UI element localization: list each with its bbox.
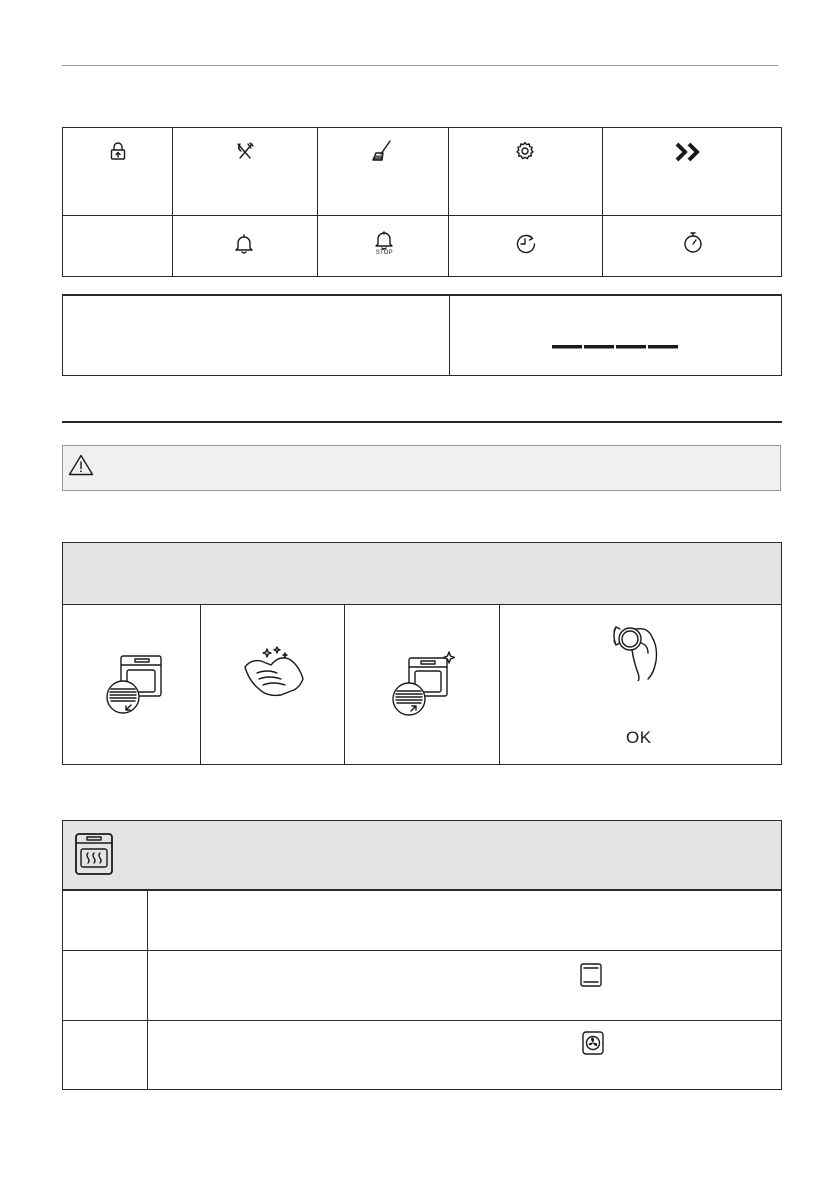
cell-settings <box>448 128 603 216</box>
page-top-rule <box>62 65 778 66</box>
warning-triangle-icon <box>68 454 94 476</box>
oven-function-table <box>62 820 782 1090</box>
clock-arrow-icon <box>515 233 537 255</box>
stopwatch-icon <box>683 231 703 253</box>
step-remove-accessories <box>63 605 201 765</box>
row-2-label <box>63 951 148 1021</box>
gear-icon <box>515 141 535 161</box>
bell-stop-label: STOP <box>375 250 393 256</box>
row-1-text <box>148 890 782 951</box>
segment-label-cell <box>63 295 450 375</box>
cell-empty <box>63 216 173 277</box>
cell-bell-stop <box>318 216 449 277</box>
cell-bell <box>172 216 318 277</box>
hand-cloth-sparkle-icon <box>241 645 309 699</box>
oven-function-header <box>63 821 782 890</box>
cleaning-steps-table <box>62 542 782 765</box>
bell-stop-icon <box>372 230 396 256</box>
oven-insert-tray-sparkle-icon <box>391 651 457 719</box>
row-3-text <box>148 1021 782 1090</box>
oven-remove-tray-icon <box>105 655 165 717</box>
cell-end-time <box>448 216 603 277</box>
lock-icon <box>109 141 127 161</box>
step-confirm-knob <box>500 605 782 765</box>
step-wipe-cavity <box>201 605 345 765</box>
row-2-text <box>148 951 782 1021</box>
hand-turning-knob-icon <box>608 617 666 681</box>
cell-cleaning <box>318 128 449 216</box>
segment-value-cell <box>450 295 782 375</box>
ok-label: OK <box>626 728 652 747</box>
cleaning-steps-header <box>63 543 782 605</box>
top-bottom-heat-icon <box>580 963 602 987</box>
display-dashes <box>552 345 680 349</box>
row-3-label <box>63 1021 148 1090</box>
cell-lock <box>63 128 173 216</box>
bell-icon <box>234 233 254 255</box>
cell-fast <box>603 128 782 216</box>
cell-timer <box>603 216 782 277</box>
cleaning-brush-icon <box>370 140 392 162</box>
cell-cutlery <box>172 128 318 216</box>
step-insert-accessories <box>345 605 500 765</box>
oven-heating-icon <box>75 833 113 875</box>
row-1-label <box>63 890 148 951</box>
display-segment-table <box>62 294 782 376</box>
cutlery-icon <box>235 142 255 160</box>
display-symbols-table <box>62 127 782 277</box>
fan-heat-icon <box>582 1031 604 1055</box>
section-divider <box>62 421 782 423</box>
double-chevron-right-icon <box>675 142 709 162</box>
warning-box <box>62 445 781 491</box>
